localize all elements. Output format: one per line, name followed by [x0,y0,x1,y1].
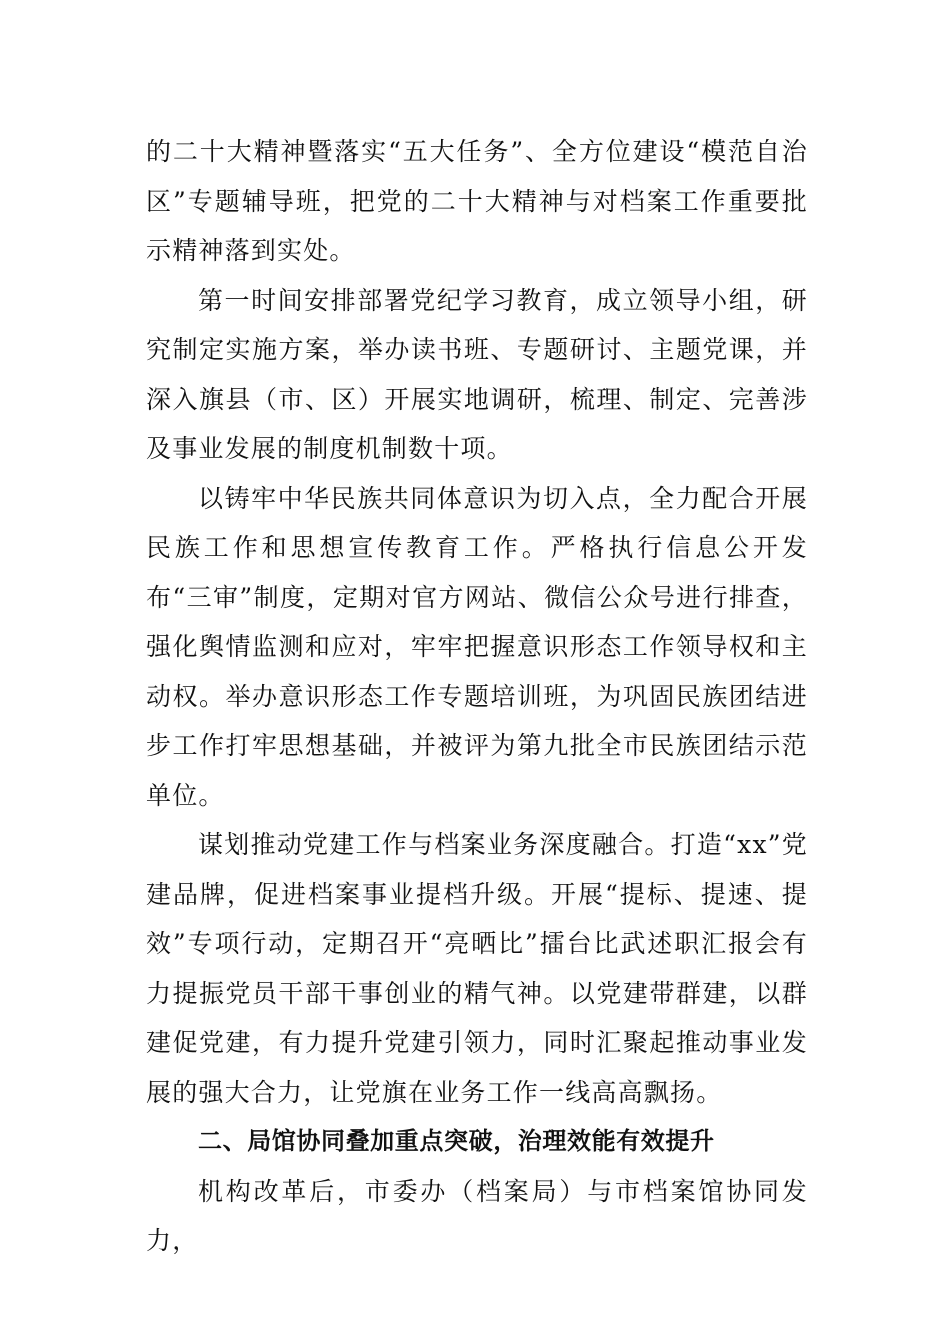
paragraph-1: 的二十大精神暨落实“五大任务”、全方位建设“模范自治区”专题辅导班，把党的二十大精神与对档案工作重要批示精神落到实处。 [146,137,808,265]
document-body [146,127,808,1266]
section-heading: 二、局馆协同叠加重点突破，治理效能有效提升 [198,1127,715,1155]
paragraph-5: 机构改革后，市委办（档案局）与市档案馆协同发力， [146,1176,808,1255]
paragraph-3: 以铸牢中华民族共同体意识为切入点，全力配合开展民族工作和思想宣传教育工作。严格执行信息公开发布“三审”制度，定期对官方网站、微信公众号进行排查，强化舆情监测和应对，牢牢把握意识形态工作领导权和主动权。举办意识形态工作专题培训班，为巩固民族团结进步工作打牢思想基础，并被评为第九批全市民族团结示范单位。 [146,483,808,810]
paragraph-2: 第一时间安排部署党纪学习教育，成立领导小组，研究制定实施方案，举办读书班、专题研讨、主题党课，并深入旗县（市、区）开展实地调研，梳理、制定、完善涉及事业发展的制度机制数十项。 [146,285,808,463]
paragraph-4: 谋划推动党建工作与档案业务深度融合。打造“xx”党建品牌，促进档案事业提档升级。开展“提标、提速、提效”专项行动，定期召开“亮晒比”擂台比武述职汇报会有力提振党员干部干事创业的精气神。以党建带群建，以群建促党建，有力提升党建引领力，同时汇聚起推动事业发展的强大合力，让党旗在业务工作一线高高飘扬。 [146,830,808,1107]
